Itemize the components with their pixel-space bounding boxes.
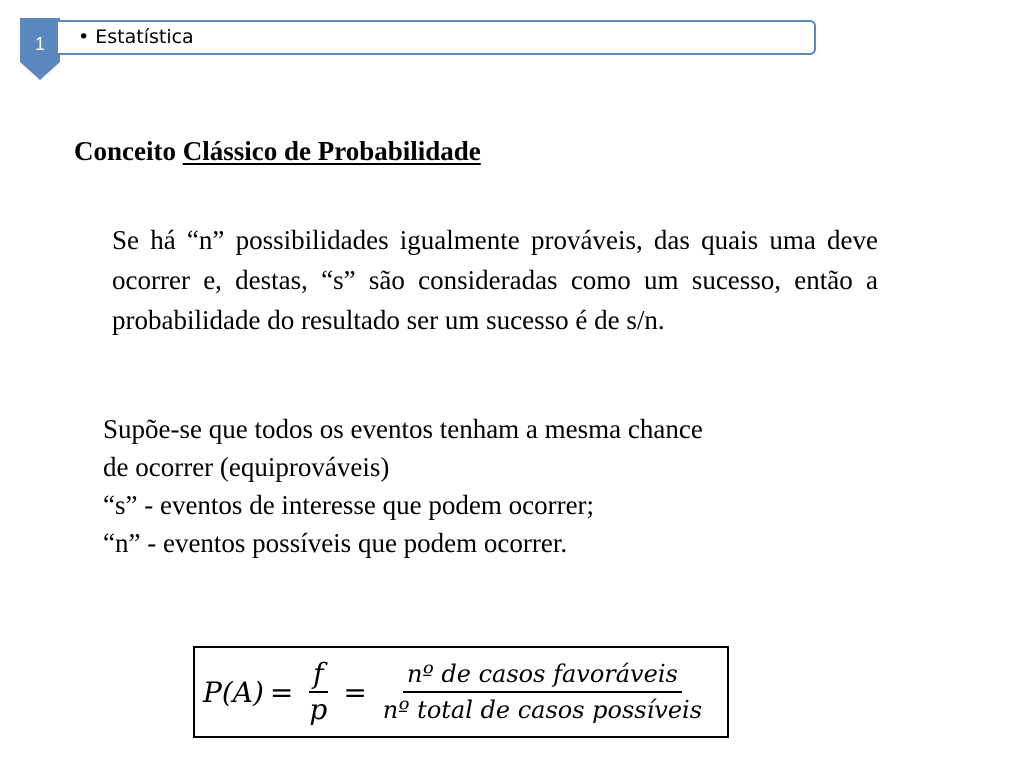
formula-lhs: P(A) <box>203 675 264 709</box>
page-heading <box>74 136 481 167</box>
formula-frac1-denominator: p <box>309 693 328 726</box>
formula-frac2-numerator: nº de casos favoráveis <box>403 657 682 693</box>
title-bar-text: • Estatística <box>78 26 194 48</box>
heading-prefix: Conceito <box>74 136 183 166</box>
definition-paragraph: Se há “n” possibilidades igualmente prováveis, das quais uma deve ocorrer e, destas, “s” são consideradas como um sucesso, então a probabilidade do resultado ser um sucesso é de s/n. <box>112 225 878 335</box>
formula-fraction-words <box>379 657 706 727</box>
probability-formula <box>195 648 727 736</box>
formula-equals: = <box>343 675 367 709</box>
explanation-line: “s” - eventos de interesse que podem ocorrer; <box>103 490 595 520</box>
formula-equals: = <box>269 675 294 709</box>
explanation-line: Supõe-se que todos os eventos tenham a mesma chance <box>103 414 703 444</box>
formula-fraction-simple <box>305 657 331 727</box>
formula-frac1-numerator: f <box>309 657 327 693</box>
formula-frac2-denominator: nº total de casos possíveis <box>382 696 703 724</box>
slide-number: 1 <box>34 34 45 54</box>
explanation-line: de ocorrer (equiprováveis) <box>103 452 390 482</box>
formula-box <box>193 646 729 738</box>
title-bar <box>58 20 816 55</box>
explanation-block <box>103 410 903 562</box>
explanation-line: “n” - eventos possíveis que podem ocorrer. <box>103 528 568 558</box>
heading-underlined: Clássico de Probabilidade <box>182 136 481 166</box>
